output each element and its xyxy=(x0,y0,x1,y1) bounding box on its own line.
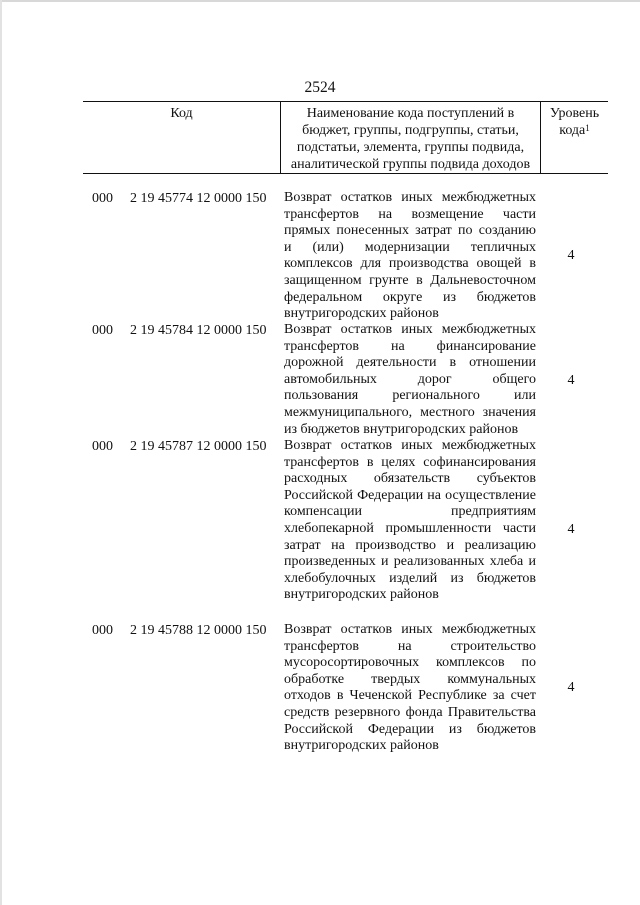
row-name: Возврат остатков иных межбюджетных трансфертов на строительство мусоросортировочных комплексов по обработке твердых коммунальных отходов в Чеченской Республике за счет средств резервного фонда Правительства Российской Федерации из бюджетов внутригородских районов xyxy=(284,622,536,754)
row-admin-code: 000 xyxy=(92,191,113,206)
header-code-column xyxy=(83,102,281,173)
row-budget-code: 2 19 45788 12 0000 150 xyxy=(130,623,267,638)
header-level-column xyxy=(541,102,608,173)
row-budget-code: 2 19 45774 12 0000 150 xyxy=(130,191,267,206)
row-name: Возврат остатков иных межбюджетных трансфертов на финансирование дорожной деятельности в отношении автомобильных дорог общего пользования регионального или межмуниципального, местного значения из бюджетов внутригородских районов xyxy=(284,322,536,437)
header-name-column xyxy=(281,102,541,173)
header-code-label: Код xyxy=(170,106,193,121)
row-budget-code: 2 19 45787 12 0000 150 xyxy=(130,439,267,454)
row-budget-code: 2 19 45784 12 0000 150 xyxy=(130,323,267,338)
row-name: Возврат остатков иных межбюджетных трансфертов на возмещение части прямых понесенных затрат по созданию и (или) модернизации тепличных комплексов для производства овощей в защищенном грунте в Дальневосточном федеральном округе из бюджетов внутригородских районов xyxy=(284,190,536,322)
row-level: 4 xyxy=(567,680,575,695)
table-header xyxy=(83,101,608,174)
row-admin-code: 000 xyxy=(92,323,113,338)
row-level: 4 xyxy=(567,373,575,388)
header-level-label: Уровень кода xyxy=(549,106,600,138)
header-name-label: Наименование кода поступлений в бюджет, группы, подгруппы, статьи, подстатьи, элемента, группы подвида, аналитической группы подвида доходов xyxy=(290,106,531,172)
header-level-footnote: 1 xyxy=(585,123,590,133)
scan-edge-top xyxy=(0,0,640,2)
row-admin-code: 000 xyxy=(92,623,113,638)
page-number: 2524 xyxy=(304,79,336,96)
row-level: 4 xyxy=(567,522,575,537)
row-level: 4 xyxy=(567,248,575,263)
scan-edge-left xyxy=(0,0,2,905)
row-admin-code: 000 xyxy=(92,439,113,454)
row-name: Возврат остатков иных межбюджетных трансфертов в целях софинансирования расходных обязательств субъектов Российской Федерации на осуществление компенсации предприятиям хлебопекарной промышленности части затрат на производство и реализацию произведенных и реализованных хлеба и хлебобулочных изделий из бюджетов внутригородских районов xyxy=(284,438,536,603)
